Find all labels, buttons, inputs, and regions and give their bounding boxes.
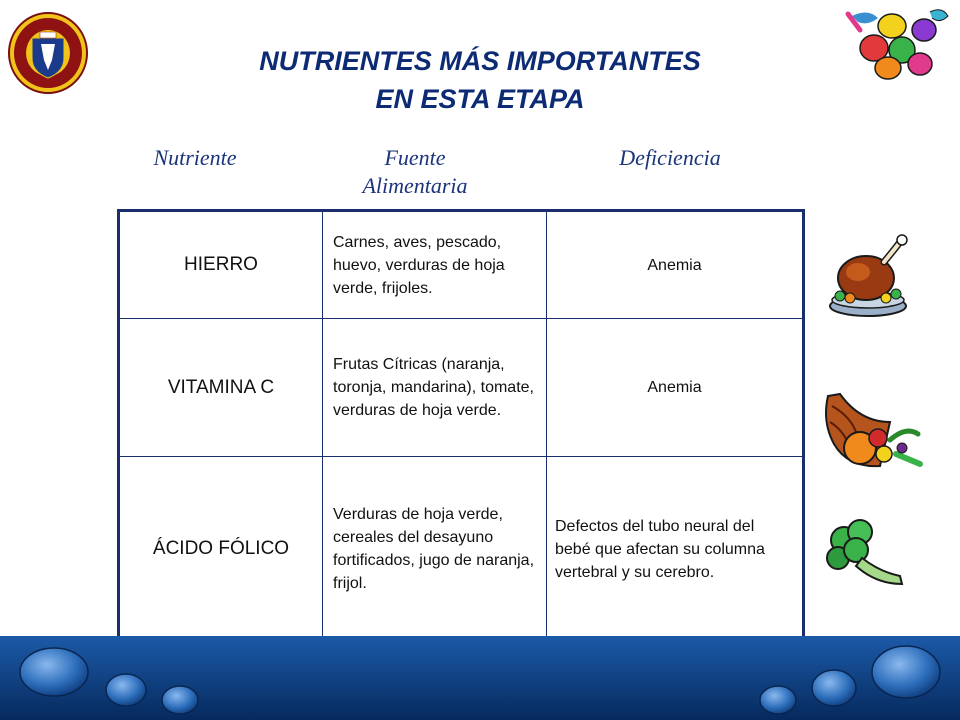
colorful-letters-icon — [838, 4, 956, 84]
cell-deficiencia: Anemia — [547, 319, 804, 457]
nutrients-table — [117, 209, 805, 644]
cell-fuente: Frutas Cítricas (naranja, toronja, mandarina), tomate, verduras de hoja verde. — [323, 319, 547, 457]
cell-nutriente: ÁCIDO FÓLICO — [119, 457, 323, 643]
broccoli-icon — [826, 518, 908, 590]
roast-chicken-icon — [822, 228, 918, 324]
column-header-fuente: Fuente Alimentaria — [362, 145, 468, 198]
column-header-deficiencia: Deficiencia — [619, 145, 721, 170]
slide-title — [180, 42, 780, 118]
footer-band — [0, 636, 960, 720]
cell-nutriente: HIERRO — [119, 211, 323, 319]
cell-fuente: Carnes, aves, pescado, huevo, verduras de hoja verde, frijoles. — [323, 211, 547, 319]
cell-fuente: Verduras de hoja verde, cereales del desayuno fortificados, jugo de naranja, frijol. — [323, 457, 547, 643]
cell-deficiencia: Anemia — [547, 211, 804, 319]
cornucopia-icon — [820, 382, 928, 478]
title-line-1: NUTRIENTES MÁS IMPORTANTES — [259, 46, 701, 76]
column-header-nutriente: Nutriente — [153, 145, 237, 170]
title-line-2: EN ESTA ETAPA — [375, 84, 585, 114]
table-row — [119, 319, 804, 457]
university-seal-icon — [8, 12, 88, 94]
cell-deficiencia: Defectos del tubo neural del bebé que afectan su columna vertebral y su cerebro. — [547, 457, 804, 643]
table-row — [119, 457, 804, 643]
cell-nutriente: VITAMINA C — [119, 319, 323, 457]
table-row — [119, 211, 804, 319]
